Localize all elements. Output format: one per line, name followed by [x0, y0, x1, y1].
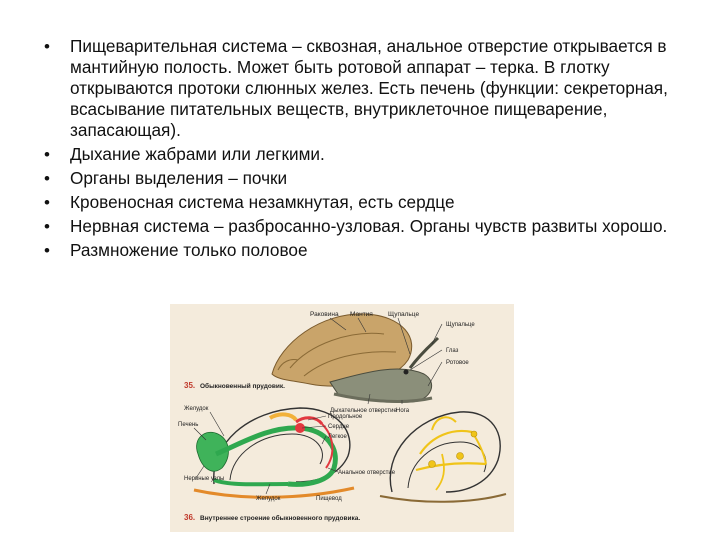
snail-internal-color-illustration: [194, 408, 354, 497]
label-glaz: Глаз: [446, 348, 459, 354]
bullet-text: Размножение только половое: [70, 240, 308, 260]
label-legkoe: Легкое: [328, 434, 347, 440]
label-nervnye: Нервные узлы: [184, 476, 225, 482]
caption-top-number: 35.: [184, 381, 196, 390]
label-dykhatelnoe: Дыхательное отверстие: [330, 408, 397, 414]
bullet-text: Кровеносная система незамкнутая, есть сердце: [70, 192, 455, 212]
label-serdtse: Сердце: [328, 424, 350, 430]
caption-bottom-number: 36.: [184, 513, 196, 522]
label-pechen: Печень: [178, 422, 199, 428]
label-pishchevod: Пищевод: [316, 496, 342, 502]
bullet-item: [44, 144, 694, 165]
bullet-item: [44, 36, 694, 141]
bullet-dot: •: [44, 37, 50, 56]
label-mantiya: Мантия: [350, 311, 373, 318]
bullet-item: [44, 168, 694, 189]
bullet-dot: •: [44, 193, 50, 212]
bullet-item: [44, 192, 694, 213]
bullet-text: Дыхание жабрами или легкими.: [70, 144, 325, 164]
pond-snail-figure: [170, 304, 514, 532]
label-zheludok-2: Желудок: [256, 496, 281, 502]
label-rot: Ротовое: [446, 360, 469, 366]
bullet-text: Нервная система – разбросанно-узловая. Органы чувств развиты хорошо.: [70, 216, 668, 236]
caption-bottom-text: Внутреннее строение обыкновенного прудовика.: [200, 515, 361, 522]
bullet-dot: •: [44, 145, 50, 164]
snail-exterior-illustration: [272, 314, 442, 404]
figure-svg: [170, 304, 514, 532]
label-shchupaltse: Щупальце: [388, 311, 420, 318]
label-analnoe: Анальное отверстие: [338, 470, 396, 476]
label-rakovina: Раковина: [310, 311, 339, 318]
snail-nervous-illustration: [380, 412, 506, 502]
bullet-item: [44, 240, 694, 261]
caption-top-text: Обыкновенный прудовик.: [200, 383, 285, 390]
bullet-text: Пищеварительная система – сквозная, анальное отверстие открывается в мантийную полость. Может быть ротовой аппарат – терка. В глотку открываются протоки слюнных желез. Есть печень (функции: секреторная, всасывание питательных веществ, внутриклеточное пищеварение, запасающая).: [70, 36, 668, 140]
bullet-text: Органы выделения – почки: [70, 168, 288, 188]
label-shchupaltse-2: Щупальце: [446, 322, 475, 328]
bullet-item: [44, 216, 694, 237]
bullet-list: [44, 36, 694, 264]
bullet-dot: •: [44, 169, 50, 188]
label-noga: Нога: [396, 408, 410, 414]
label-zheludok: Желудок: [184, 406, 209, 412]
bullet-dot: •: [44, 241, 50, 260]
bullet-dot: •: [44, 217, 50, 236]
label-prodolnoe: Продольное: [328, 414, 363, 420]
